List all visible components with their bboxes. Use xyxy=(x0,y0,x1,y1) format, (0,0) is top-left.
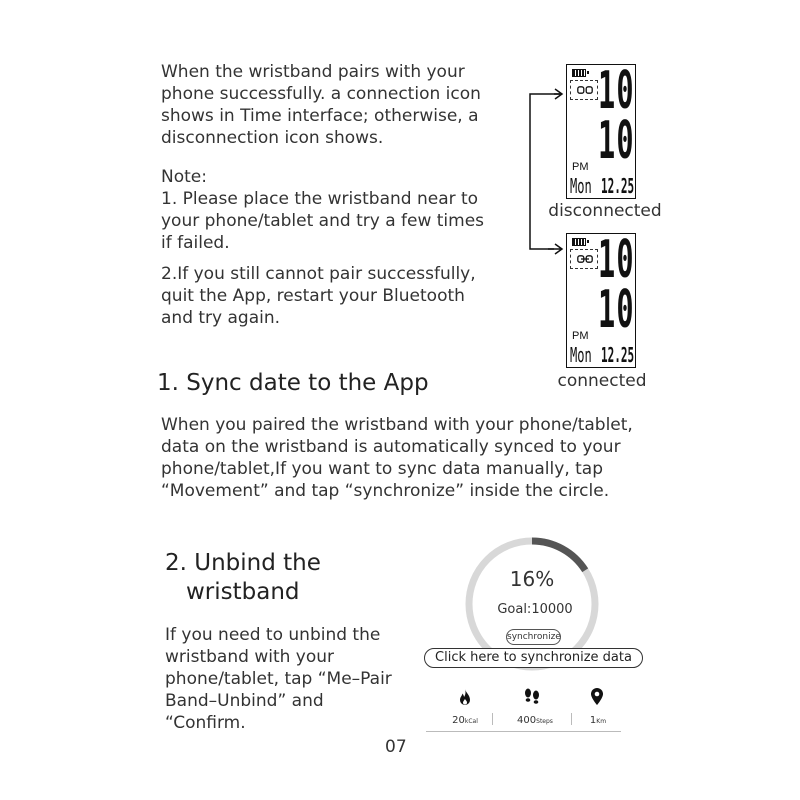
minute-digits: 10 xyxy=(598,280,635,340)
connector-arrows xyxy=(520,80,570,270)
stat-unit: Km xyxy=(596,718,607,725)
body-line: data on the wristband is automatically synced to your xyxy=(161,437,621,457)
stat-divider xyxy=(571,713,572,725)
body-line: phone/tablet,If you want to sync data manually, tap xyxy=(161,459,603,479)
location-pin-icon xyxy=(590,687,604,707)
wristband-screen-disconnected xyxy=(566,61,636,199)
link-icon xyxy=(577,255,593,263)
stat-unit: Steps xyxy=(536,718,553,725)
body-line: phone/tablet, tap “Me–Pair xyxy=(165,669,392,689)
connector-line xyxy=(530,94,560,249)
wristband-screen-connected xyxy=(566,230,636,368)
battery-icon xyxy=(572,69,586,77)
note-line: 2.If you still cannot pair successfully, xyxy=(161,264,476,284)
stat-value: 20 xyxy=(452,715,465,726)
intro-line: shows in Time interface; otherwise, a xyxy=(161,106,479,126)
section2-title xyxy=(165,549,321,607)
disconnect-icon xyxy=(577,86,593,94)
note-title: Note: xyxy=(161,167,207,187)
caption-connected: connected xyxy=(557,371,647,391)
arrow-right-icon xyxy=(554,89,562,99)
note-line: if failed. xyxy=(161,233,230,253)
intro-line: When the wristband pairs with your xyxy=(161,62,465,82)
hour-digits: 10 xyxy=(598,61,635,121)
page-number: 07 xyxy=(385,737,407,757)
date-label: 12.25 xyxy=(601,174,635,198)
stat-divider xyxy=(492,713,493,725)
body-line: “Movement” and tap “synchronize” inside the circle. xyxy=(161,481,610,501)
stat-steps xyxy=(507,715,563,726)
stat-distance xyxy=(578,715,618,726)
weekday-label: Mon xyxy=(570,343,592,367)
ampm-label: PM xyxy=(572,330,589,342)
note-line: 1. Please place the wristband near to xyxy=(161,189,479,209)
section1-body xyxy=(161,414,641,502)
body-line: Band–Unbind” and xyxy=(165,691,324,711)
date-label: 12.25 xyxy=(601,343,635,367)
caption-disconnected: disconnected xyxy=(548,201,662,221)
goal-label: Goal:10000 xyxy=(497,602,573,617)
intro-paragraph xyxy=(161,61,501,149)
click-to-sync-hint[interactable]: Click here to synchronize data xyxy=(424,648,643,668)
body-line: “Confirm. xyxy=(165,713,246,733)
body-line: When you paired the wristband with your phone/tablet, xyxy=(161,415,633,435)
note-block xyxy=(161,166,501,329)
stats-baseline xyxy=(426,731,621,732)
note-line: your phone/tablet and try a few times xyxy=(161,211,485,231)
intro-line: disconnection icon shows. xyxy=(161,128,384,148)
stat-value: 1 xyxy=(589,715,597,726)
body-line: If you need to unbind the xyxy=(165,625,381,645)
section1-title: 1. Sync date to the App xyxy=(157,370,429,396)
ampm-label: PM xyxy=(572,161,589,173)
body-line: wristband with your xyxy=(165,647,335,667)
synchronize-button[interactable]: synchronize xyxy=(506,629,561,645)
stat-calories xyxy=(440,715,490,726)
progress-percent: 16% xyxy=(509,567,555,591)
stat-value: 400 xyxy=(517,715,537,726)
footprints-icon xyxy=(522,687,542,707)
battery-icon xyxy=(572,238,586,246)
minute-digits: 10 xyxy=(598,111,635,171)
link-indicator-box xyxy=(570,249,598,269)
note-line: quit the App, restart your Bluetooth xyxy=(161,286,465,306)
stat-unit: kCal xyxy=(464,718,478,725)
title-line: 2. Unbind the xyxy=(165,550,321,576)
flame-icon xyxy=(458,688,472,706)
note-line: and try again. xyxy=(161,308,281,328)
intro-line: phone successfully. a connection icon xyxy=(161,84,481,104)
title-line: wristband xyxy=(186,579,300,605)
weekday-label: Mon xyxy=(570,174,592,198)
link-indicator-box xyxy=(570,80,598,100)
section2-body xyxy=(165,624,425,734)
hour-digits: 10 xyxy=(598,230,635,290)
arrow-right-icon xyxy=(548,244,562,254)
